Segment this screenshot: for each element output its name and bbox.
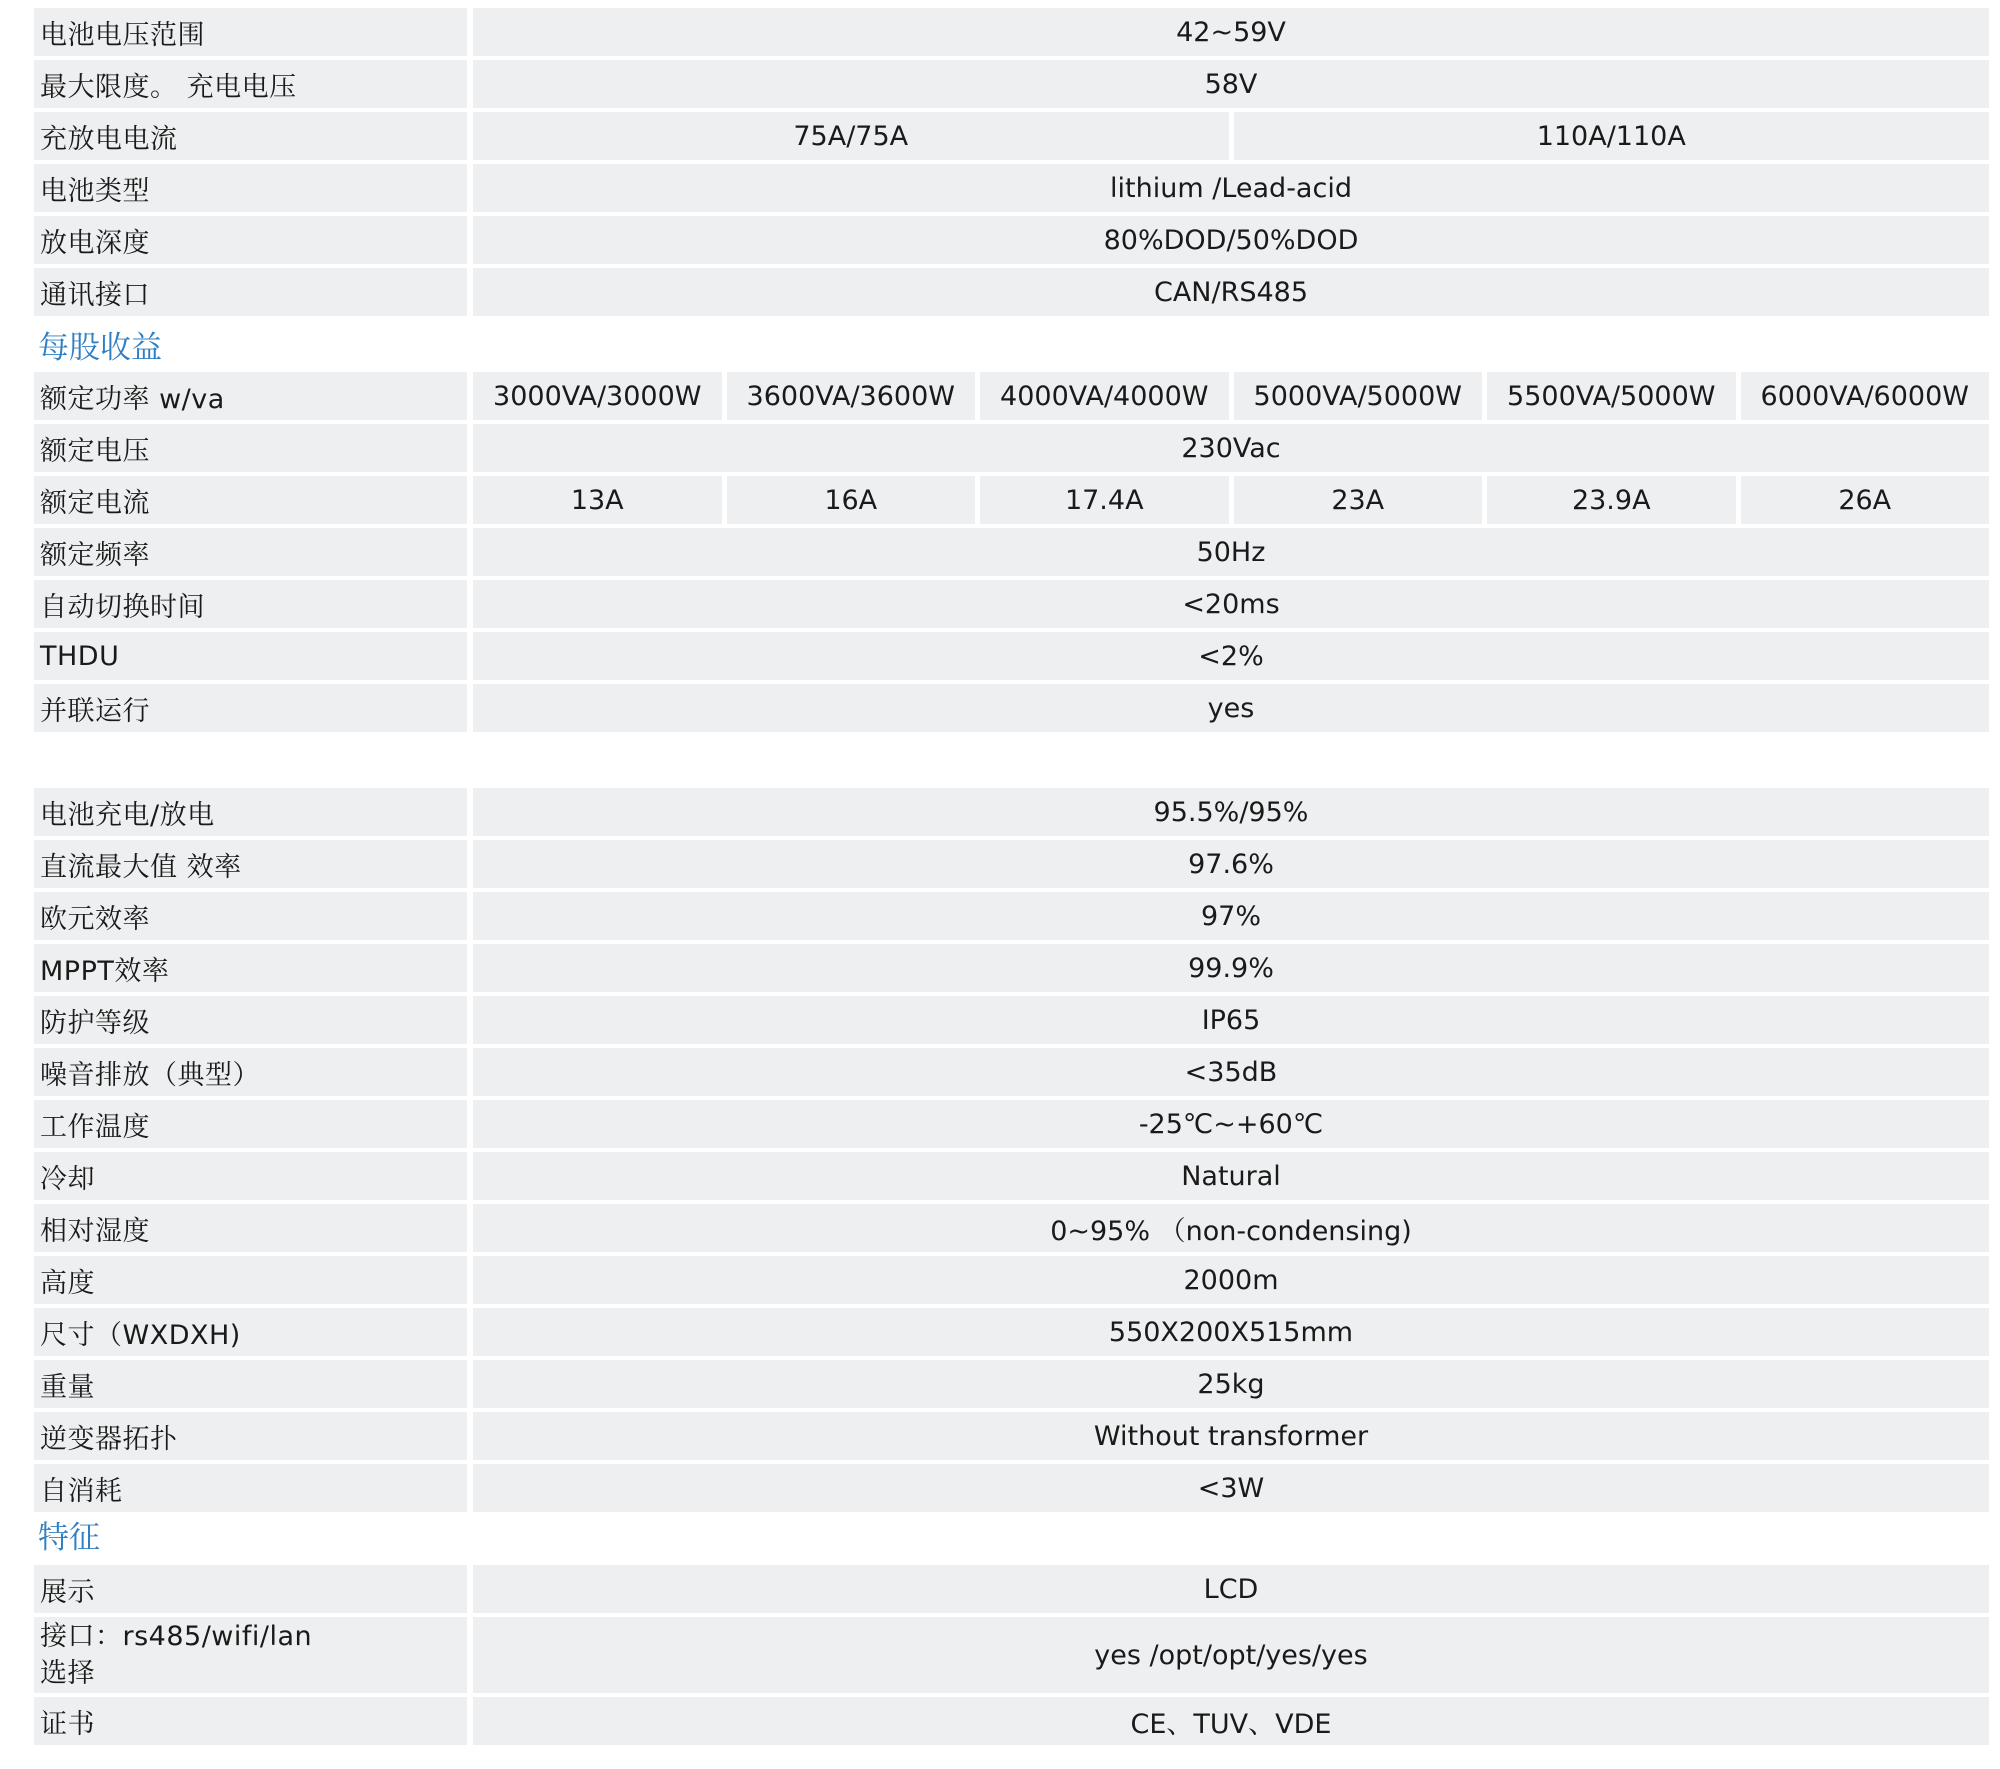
spec-values <box>473 528 1989 576</box>
spec-values <box>473 1256 1989 1304</box>
spec-row <box>34 1360 1989 1408</box>
spec-value: 26A <box>1741 476 1990 524</box>
spec-value: lithium /Lead-acid <box>473 164 1989 212</box>
spec-row <box>34 684 1989 732</box>
spec-row <box>34 996 1989 1044</box>
spec-value: Without transformer <box>473 1412 1989 1460</box>
spec-value: 0~95% （non-condensing) <box>473 1204 1989 1252</box>
spec-row <box>34 1565 1989 1613</box>
spec-label: 自动切换时间 <box>34 580 467 628</box>
spec-label: 电池电压范围 <box>34 8 467 56</box>
spec-label: 放电深度 <box>34 216 467 264</box>
spec-value: 5500VA/5000W <box>1487 372 1736 420</box>
spec-row <box>34 1308 1989 1356</box>
spec-label: 高度 <box>34 1256 467 1304</box>
spec-value: 99.9% <box>473 944 1989 992</box>
spec-values <box>473 840 1989 888</box>
spec-values <box>473 1360 1989 1408</box>
spec-value: yes /opt/opt/yes/yes <box>473 1617 1989 1693</box>
spec-value: 97.6% <box>473 840 1989 888</box>
spec-values <box>473 1204 1989 1252</box>
spec-value: Natural <box>473 1152 1989 1200</box>
spec-values <box>473 112 1989 160</box>
spec-value: 16A <box>727 476 976 524</box>
spec-label: 通讯接口 <box>34 268 467 316</box>
spec-row <box>34 1100 1989 1148</box>
spec-value: yes <box>473 684 1989 732</box>
spec-row <box>34 632 1989 680</box>
spec-row <box>34 476 1989 524</box>
spec-values <box>473 164 1989 212</box>
spec-label: 防护等级 <box>34 996 467 1044</box>
spec-values <box>473 944 1989 992</box>
spec-values <box>473 1308 1989 1356</box>
spec-value: 230Vac <box>473 424 1989 472</box>
spec-values <box>473 996 1989 1044</box>
spec-value: 42~59V <box>473 8 1989 56</box>
spec-row <box>34 8 1989 56</box>
spec-value: 97% <box>473 892 1989 940</box>
spec-value: 23A <box>1234 476 1483 524</box>
spec-row <box>34 424 1989 472</box>
spec-value: 23.9A <box>1487 476 1736 524</box>
spec-row <box>34 788 1989 836</box>
spec-label: 欧元效率 <box>34 892 467 940</box>
spec-label: 重量 <box>34 1360 467 1408</box>
spec-value: <3W <box>473 1464 1989 1512</box>
spec-row <box>34 1152 1989 1200</box>
spec-row <box>34 216 1989 264</box>
spec-values <box>473 788 1989 836</box>
spec-values <box>473 268 1989 316</box>
spec-label: 电池类型 <box>34 164 467 212</box>
spec-values <box>473 684 1989 732</box>
spec-label: 证书 <box>34 1697 467 1745</box>
spec-label: 并联运行 <box>34 684 467 732</box>
spec-values <box>473 1565 1989 1613</box>
spec-values <box>473 1412 1989 1460</box>
spec-label: 冷却 <box>34 1152 467 1200</box>
spec-row <box>34 580 1989 628</box>
spec-label: 相对湿度 <box>34 1204 467 1252</box>
spec-value: IP65 <box>473 996 1989 1044</box>
spec-value: <35dB <box>473 1048 1989 1096</box>
section-title-features: 特征 <box>38 1520 100 1556</box>
spec-row <box>34 1412 1989 1460</box>
spec-values <box>473 1048 1989 1096</box>
spec-values <box>473 580 1989 628</box>
spec-value: 17.4A <box>980 476 1229 524</box>
spec-row <box>34 892 1989 940</box>
spec-row <box>34 840 1989 888</box>
spec-value: -25℃~+60℃ <box>473 1100 1989 1148</box>
spec-label-line: 接口：rs485/wifi/lan <box>40 1621 313 1652</box>
spec-value: <20ms <box>473 580 1989 628</box>
spec-value: CAN/RS485 <box>473 268 1989 316</box>
spec-label: MPPT效率 <box>34 944 467 992</box>
spec-label: 噪音排放（典型） <box>34 1048 467 1096</box>
spec-label: 电池充电/放电 <box>34 788 467 836</box>
spec-value: 3600VA/3600W <box>727 372 976 420</box>
spec-row <box>34 112 1989 160</box>
spec-label: 逆变器拓扑 <box>34 1412 467 1460</box>
spec-row <box>34 372 1989 420</box>
spec-value: <2% <box>473 632 1989 680</box>
spec-values <box>473 60 1989 108</box>
spec-value: 25kg <box>473 1360 1989 1408</box>
spec-row <box>34 164 1989 212</box>
spec-values <box>473 892 1989 940</box>
spec-label <box>34 1617 467 1693</box>
spec-row <box>34 1617 1989 1693</box>
spec-label: 工作温度 <box>34 1100 467 1148</box>
spec-label: 额定频率 <box>34 528 467 576</box>
spec-label: 额定电压 <box>34 424 467 472</box>
spec-value: 58V <box>473 60 1989 108</box>
spec-values <box>473 476 1989 524</box>
spec-label: 额定电流 <box>34 476 467 524</box>
spec-values <box>473 1152 1989 1200</box>
spec-value: LCD <box>473 1565 1989 1613</box>
spec-values <box>473 8 1989 56</box>
spec-values <box>473 1617 1989 1693</box>
spec-values <box>473 1697 1989 1745</box>
spec-label: 展示 <box>34 1565 467 1613</box>
spec-value: 550X200X515mm <box>473 1308 1989 1356</box>
spec-value: 4000VA/4000W <box>980 372 1229 420</box>
spec-values <box>473 1464 1989 1512</box>
spec-label-line: 选择 <box>40 1658 95 1689</box>
spec-label: 自消耗 <box>34 1464 467 1512</box>
spec-row <box>34 1256 1989 1304</box>
spec-label: 充放电电流 <box>34 112 467 160</box>
spec-values <box>473 1100 1989 1148</box>
spec-values <box>473 216 1989 264</box>
spec-label: 尺寸（WXDXH) <box>34 1308 467 1356</box>
spec-label: THDU <box>34 632 467 680</box>
spec-value: CE、TUV、VDE <box>473 1697 1989 1745</box>
spec-value: 110A/110A <box>1234 112 1990 160</box>
spec-row <box>34 944 1989 992</box>
spec-value: 5000VA/5000W <box>1234 372 1483 420</box>
spec-row <box>34 1204 1989 1252</box>
spec-value: 75A/75A <box>473 112 1229 160</box>
spec-value: 2000m <box>473 1256 1989 1304</box>
section-title-eps: 每股收益 <box>38 330 162 366</box>
spec-row <box>34 528 1989 576</box>
spec-values <box>473 372 1989 420</box>
spec-values <box>473 632 1989 680</box>
spec-label: 额定功率 w/va <box>34 372 467 420</box>
spec-value: 80%DOD/50%DOD <box>473 216 1989 264</box>
spec-label: 最大限度。 充电电压 <box>34 60 467 108</box>
spec-row <box>34 1464 1989 1512</box>
spec-values <box>473 424 1989 472</box>
spec-row <box>34 1048 1989 1096</box>
spec-value: 50Hz <box>473 528 1989 576</box>
spec-value: 3000VA/3000W <box>473 372 722 420</box>
spec-row <box>34 268 1989 316</box>
spec-value: 13A <box>473 476 722 524</box>
spec-label: 直流最大值 效率 <box>34 840 467 888</box>
spec-row <box>34 1697 1989 1745</box>
spec-value: 6000VA/6000W <box>1741 372 1990 420</box>
spec-value: 95.5%/95% <box>473 788 1989 836</box>
spec-row <box>34 60 1989 108</box>
